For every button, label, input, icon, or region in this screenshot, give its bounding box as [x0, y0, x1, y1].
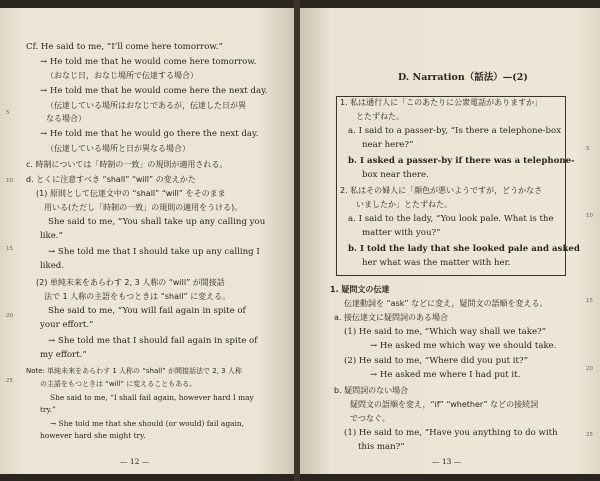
- text-line: とたずねた。: [356, 112, 404, 121]
- text-line: however hard she might try.: [40, 431, 146, 440]
- text-line: (2) He said to me, “Where did you put it?”: [344, 356, 529, 366]
- text-line: 1. 疑問文の伝達: [330, 285, 390, 294]
- line-number-marker: 15: [586, 298, 593, 304]
- text-line: いましたか」とたずねた。: [356, 200, 452, 209]
- text-line: near here?”: [362, 140, 414, 150]
- text-line: (1) He said to me, “Have you anything to do with: [344, 428, 558, 438]
- text-line: She said to me, “I shall fail again, however hard I may: [50, 393, 254, 402]
- line-number-marker: 25: [6, 378, 13, 384]
- text-line: b. I asked a passer-by if there was a telephone-: [348, 156, 575, 166]
- text-line: の主語をもつときは “will” に変えることもある。: [40, 380, 197, 388]
- text-line: a. 接伝達文に疑問詞のある場合: [334, 313, 448, 322]
- page-number: — 13 —: [432, 457, 462, 466]
- text-line: 1. 私は通行人に「このあたりに公衆電話がありますか」: [340, 98, 543, 107]
- text-line: a. I said to a passer-by, “Is there a telephone-box: [348, 126, 562, 136]
- text-line: a. I said to the lady, “You look pale. What is the: [348, 214, 554, 224]
- text-line: でつなぐ。: [350, 414, 390, 423]
- text-line: 用いる(ただし「時制の一致」の規則の適用をうける)。: [44, 203, 243, 212]
- text-line: matter with you?”: [362, 228, 441, 238]
- line-number-marker: 10: [586, 213, 593, 219]
- left-page: [0, 8, 294, 474]
- line-number-marker: 20: [6, 313, 13, 319]
- text-line: Cf. He said to me, “I’ll come here tomorrow.”: [26, 42, 223, 52]
- text-line: → She told me that I should take up any calling I: [48, 247, 260, 257]
- text-line: 法で 1 人称の主語をもつときは “shall” に変える。: [44, 292, 231, 301]
- text-line: 疑問文の語順を変え，“if” “whether” などの接続詞: [350, 400, 539, 409]
- text-line: なる場合）: [46, 114, 86, 123]
- line-number-marker: 20: [586, 366, 593, 372]
- text-line: → He told me that he would go there the next day.: [40, 129, 259, 139]
- text-line: (2) 単純未来をあらわす 2, 3 人称の “will” が間接話: [36, 278, 225, 287]
- line-number-marker: 15: [6, 246, 13, 252]
- text-line: my effort.”: [40, 350, 87, 360]
- text-line: try.”: [40, 405, 56, 414]
- text-line: d. とくに注意すべき “shall” “will” の変えかた: [26, 175, 196, 184]
- text-line: liked.: [40, 261, 65, 271]
- text-line: (1) 原則として伝達文中の “shall” “will” をそのまま: [36, 189, 226, 198]
- text-line: She said to me, “You shall take up any calling you: [48, 217, 266, 227]
- text-line: 2. 私はその婦人に「顔色が悪いようですが，どうかなさ: [340, 186, 543, 195]
- text-line: box near there.: [362, 170, 429, 180]
- section-heading: D. Narration（話法）—(2): [398, 72, 528, 83]
- text-line: → He asked me where I had put it.: [370, 370, 521, 380]
- line-number-marker: 5: [586, 146, 590, 152]
- line-number-marker: 10: [6, 178, 13, 184]
- text-line: （伝達している場所はおなじであるが，伝達した日が異: [46, 101, 246, 110]
- text-line: （伝達している場所と日が異なる場合）: [46, 144, 190, 153]
- text-line: Note: 単純未来をあらわす 1 人称の “shall” が間接話法で 2, 3 人称: [26, 367, 242, 375]
- text-line: （おなじ日，おなじ場所で伝達する場合）: [46, 71, 198, 80]
- text-line: like.”: [40, 231, 63, 241]
- text-line: → She told me that I should fail again in spite of: [48, 336, 258, 346]
- text-line: this man?”: [358, 442, 405, 452]
- page-number: — 12 —: [120, 457, 150, 466]
- text-line: → He told me that he would come here the next day.: [40, 86, 268, 96]
- line-number-marker: 5: [6, 110, 10, 116]
- text-line: → He asked me which way we should take.: [370, 341, 557, 351]
- text-line: her what was the matter with her.: [362, 258, 511, 268]
- text-line: your effort.”: [40, 320, 94, 330]
- text-line: (1) He said to me, “Which way shall we take?”: [344, 327, 547, 337]
- text-line: 伝達動詞を “ask” などに変え，疑問文の語順を変える。: [344, 299, 548, 308]
- line-number-marker: 25: [586, 432, 593, 438]
- right-page: [300, 8, 600, 474]
- text-line: c. 時制については「時制の一致」の規則が適用される。: [26, 160, 228, 169]
- text-line: → She told me that she should (or would) fail again,: [50, 419, 244, 428]
- text-line: She said to me, “You will fail again in spite of: [48, 306, 246, 316]
- text-line: → He told me that he would come here tomorrow.: [40, 57, 257, 67]
- text-line: b. I told the lady that she looked pale and asked: [348, 244, 580, 254]
- text-line: b. 疑問詞のない場合: [334, 386, 409, 395]
